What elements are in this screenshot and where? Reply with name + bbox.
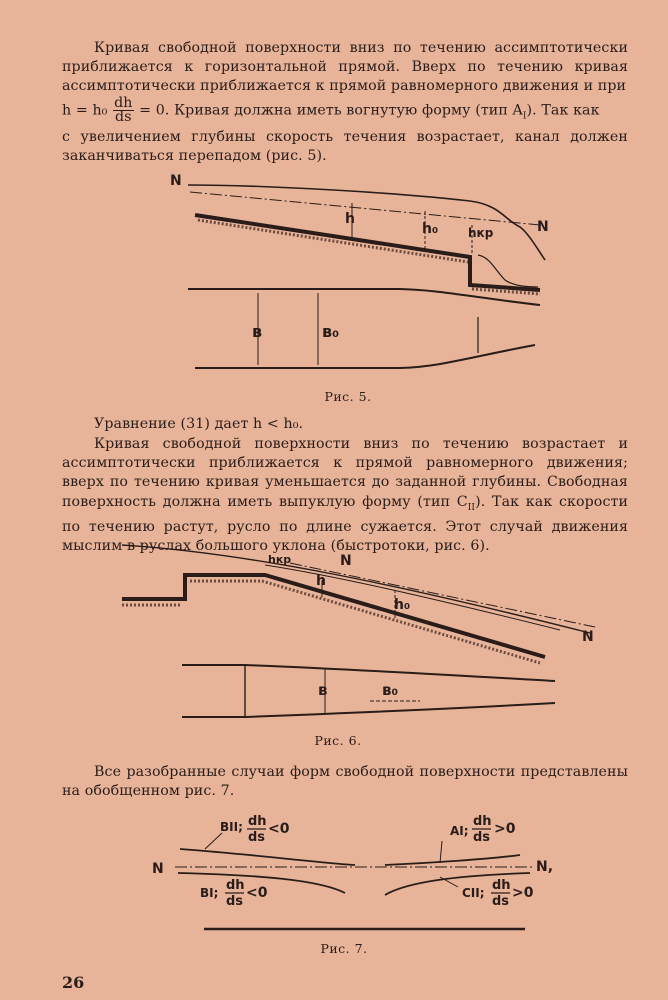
fig5-drop-flow bbox=[478, 255, 538, 287]
fig7-AI-ds: ds bbox=[473, 830, 491, 845]
fig5-normal-depth-line bbox=[190, 192, 540, 225]
paragraph-1b bbox=[62, 97, 628, 129]
fig6-label-h0: h₀ bbox=[394, 597, 411, 613]
fig7-leader-AI bbox=[440, 841, 442, 863]
fig7-AI-dh: dh bbox=[473, 814, 492, 829]
fig6-label-N-right: N bbox=[582, 629, 594, 645]
fig5-label-hkr: hкр bbox=[468, 226, 494, 240]
fig7-label-BI: BI; bbox=[200, 886, 219, 900]
caption-fig-5: Рис. 5. bbox=[324, 389, 372, 404]
subscript-I: I bbox=[522, 111, 527, 122]
fig7-curve-AI bbox=[385, 855, 520, 865]
fig7-BI-dh: dh bbox=[226, 878, 245, 893]
eq-h-h0: h = h₀ bbox=[62, 102, 108, 119]
fig7-CII-ds: ds bbox=[492, 894, 510, 909]
caption-fig-7: Рис. 7. bbox=[320, 941, 368, 956]
paragraph-3-part-a: Кривая свободной поверхности вниз по течению возрастает и ассимптотически приближается к прямой равномерного движения; вверх по течению кривая уменьшается до заданной глубины. Свободная поверхность должна иметь выпуклую форму (тип C bbox=[62, 436, 628, 510]
fig7-CII-dh: dh bbox=[492, 878, 511, 893]
fig7-curve-BII bbox=[180, 849, 355, 865]
fig5-label-h: h bbox=[345, 211, 355, 227]
fraction-dh-ds bbox=[113, 97, 133, 124]
fig5-label-b: в bbox=[252, 322, 263, 341]
fig7-AI-gt0: >0 bbox=[494, 821, 516, 837]
fig5-plan-top bbox=[188, 289, 540, 305]
fig5-plan-bottom bbox=[195, 345, 535, 368]
fig6-label-hkr: hкр bbox=[268, 553, 292, 566]
figure-5 bbox=[0, 165, 668, 395]
fig7-leader-BII bbox=[205, 833, 222, 849]
fig6-label-N-top: N bbox=[340, 553, 352, 569]
fig6-label-h: h bbox=[316, 573, 326, 589]
fraction-numerator: dh bbox=[114, 95, 133, 111]
fig6-label-b: в bbox=[318, 681, 328, 699]
fig7-label-N-right: N, bbox=[536, 859, 554, 875]
fig7-CII-gt0: >0 bbox=[512, 885, 534, 901]
fig5-label-b0: в₀ bbox=[322, 322, 340, 341]
paragraph-1c: с увеличением глубины скорость течения возрастает, канал должен заканчиваться перепадом (рис. 5). bbox=[62, 129, 628, 165]
paragraph-2: Уравнение (31) дает h < h₀. bbox=[94, 416, 304, 432]
eq-rest: = 0. Кривая должна иметь вогнутую форму (тип A bbox=[139, 102, 523, 119]
fig7-BI-lt0: <0 bbox=[246, 885, 268, 901]
fig7-BI-ds: ds bbox=[226, 894, 244, 909]
fig7-label-BII: BII; bbox=[220, 820, 243, 834]
paragraph-3-part-b: ). Так как скорости по течению растут, русло по длине сужается. Этот случай движения мыслим в руслах большого уклона (быстротоки, рис. 6). bbox=[62, 493, 629, 554]
paragraph-4: Все разобранные случаи форм свободной поверхности представлены на обобщенном рис. 7. bbox=[62, 764, 628, 800]
fig7-label-CII: CII; bbox=[462, 886, 485, 900]
fig5-label-h0: h₀ bbox=[422, 221, 439, 237]
fig6-label-b0: в₀ bbox=[382, 681, 399, 699]
fig7-BII-lt0: <0 bbox=[268, 821, 290, 837]
fig5-label-N-left: N bbox=[170, 173, 182, 189]
figure-6 bbox=[0, 535, 668, 735]
paragraph-1a: Кривая свободной поверхности вниз по течению ассимптотически приближается к горизонтальной прямой. Вверх по течению кривая ассимптотически приближается к прямой равномерного движения и при bbox=[62, 40, 628, 95]
fig6-plan-bottom bbox=[182, 703, 555, 717]
page-number: 26 bbox=[62, 973, 85, 992]
caption-fig-6: Рис. 6. bbox=[314, 733, 362, 748]
fig7-label-AI: AI; bbox=[450, 824, 469, 838]
fig7-BII-dh: dh bbox=[248, 814, 267, 829]
fraction-denominator: ds bbox=[115, 109, 132, 125]
fig7-label-N-left: N bbox=[152, 861, 164, 877]
subscript-II: II bbox=[467, 502, 476, 513]
eq-end: ). Так как bbox=[526, 102, 600, 119]
fig5-label-N-right: N bbox=[537, 219, 549, 235]
figure-7 bbox=[0, 805, 668, 935]
fig7-BII-ds: ds bbox=[248, 830, 266, 845]
fig6-plan-top bbox=[182, 665, 555, 681]
